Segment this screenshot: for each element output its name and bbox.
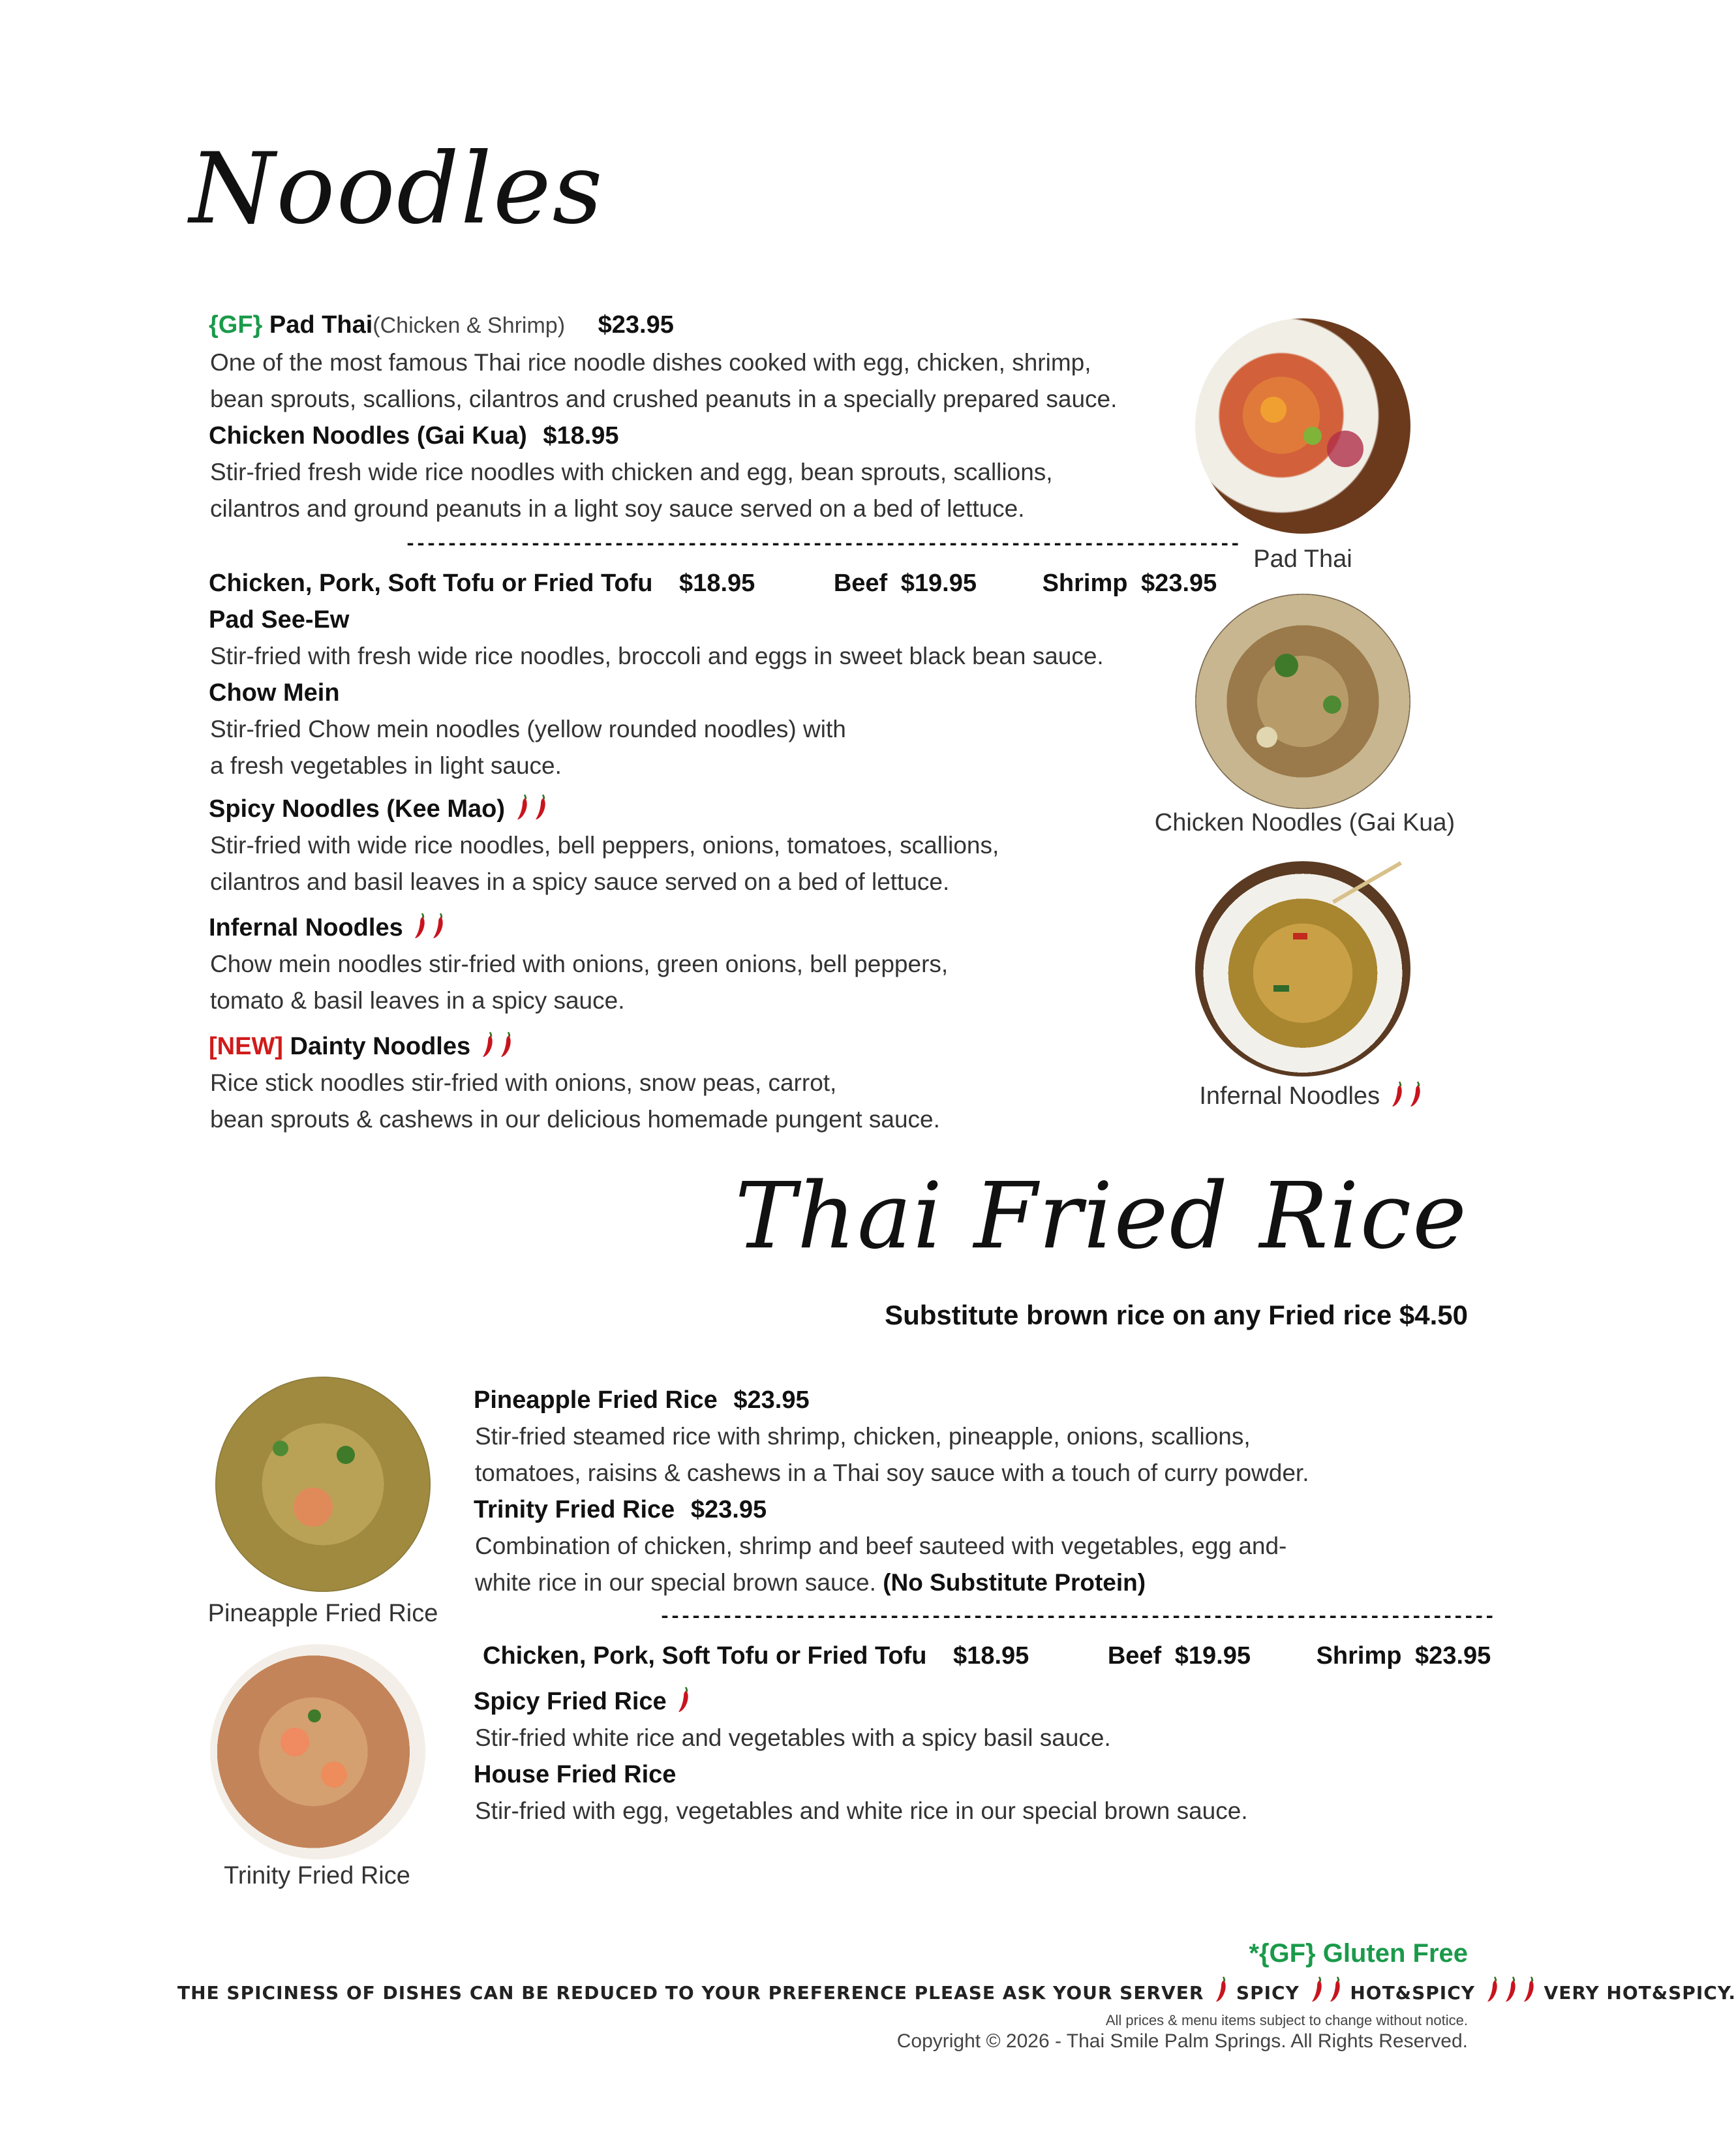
item-desc: tomatoes, raisins & cashews in a Thai soy sauce with a touch of curry powder. — [475, 1459, 1309, 1486]
item-desc: cilantros and basil leaves in a spicy sauce served on a bed of lettuce. — [210, 868, 950, 895]
infernal-title — [209, 909, 446, 946]
item-desc: bean sprouts, scallions, cilantros and crushed peanuts in a specially prepared sauce. — [210, 386, 1118, 412]
price-row — [483, 1638, 1491, 1674]
noodles-heading: Noodles — [189, 132, 604, 246]
pineapple-title — [474, 1382, 810, 1418]
item-desc: white rice in our special brown sauce. — [475, 1569, 876, 1596]
price-value: $18.95 — [953, 1642, 1029, 1670]
chow-mein-title: Chow Mein — [209, 679, 340, 707]
chili-pepper-icon — [500, 1031, 514, 1058]
copyright: Copyright © 2026 - Thai Smile Palm Springs. All Rights Reserved. — [896, 2030, 1468, 2052]
gai-kua-photo — [1195, 594, 1410, 809]
chili-pepper-icon — [432, 912, 446, 939]
spice-level-label: SPICY — [1236, 1982, 1300, 2004]
spice-level-label: VERY HOT&SPICY. — [1544, 1982, 1736, 2004]
fried-rice-heading: Thai Fried Rice — [735, 1163, 1468, 1270]
item-price: $18.95 — [543, 422, 619, 450]
pad-see-ew-title: Pad See-Ew — [209, 606, 350, 634]
trinity-fried-rice-photo — [210, 1644, 425, 1859]
item-price: $23.95 — [598, 311, 674, 339]
item-desc: tomato & basil leaves in a spicy sauce. — [210, 987, 625, 1014]
chili-pepper-icon — [1311, 1976, 1325, 2003]
item-desc: Stir-fried white rice and vegetables with a spicy basil sauce. — [475, 1724, 1111, 1751]
food-garnish-icon — [1195, 861, 1410, 1076]
chili-pepper-icon — [1486, 1976, 1500, 2003]
item-name: Dainty Noodles — [290, 1033, 471, 1060]
item-desc: Rice stick noodles stir-fried with onions, snow peas, carrot, — [210, 1069, 837, 1096]
item-name: Spicy Noodles (Kee Mao) — [209, 795, 505, 823]
price-value: $23.95 — [1141, 570, 1217, 597]
price-value: $19.95 — [900, 570, 977, 597]
item-name: Pad Thai — [269, 311, 373, 339]
item-desc: Stir-fried with wide rice noodles, bell peppers, onions, tomatoes, scallions, — [210, 832, 999, 859]
item-desc: Stir-fried fresh wide rice noodles with chicken and egg, bean sprouts, scallions, — [210, 459, 1053, 485]
disclaimer: All prices & menu items subject to change without notice. — [1105, 2012, 1468, 2028]
chili-pepper-icon — [516, 793, 530, 821]
item-desc: Chow mein noodles stir-fried with onions, green onions, bell peppers, — [210, 951, 949, 977]
kee-mao-title — [209, 791, 549, 827]
protein-note: (No Substitute Protein) — [883, 1569, 1146, 1596]
price-value: $23.95 — [1415, 1642, 1491, 1670]
gf-tag: {GF} — [209, 311, 263, 339]
chili-pepper-icon — [1409, 1080, 1424, 1108]
item-note: (Chicken & Shrimp) — [373, 313, 566, 338]
pad-thai-photo — [1195, 318, 1410, 534]
infernal-noodles-photo — [1195, 861, 1410, 1076]
trinity-title — [474, 1491, 767, 1528]
item-desc: a fresh vegetables in light sauce. — [210, 752, 562, 779]
food-garnish-icon — [215, 1377, 431, 1592]
item-desc: Stir-fried Chow mein noodles (yellow rounded noodles) with — [210, 716, 846, 742]
price-row — [209, 565, 1217, 602]
new-tag: [NEW] — [209, 1033, 283, 1060]
house-fried-rice-title: House Fried Rice — [474, 1761, 677, 1788]
photo-caption: Pad Thai — [1253, 545, 1352, 573]
chili-pepper-icon — [1523, 1976, 1537, 2003]
divider: -------------------------------------------------------------------------------- — [659, 1606, 1495, 1628]
pineapple-fried-rice-photo — [215, 1377, 431, 1592]
item-desc: Stir-fried with egg, vegetables and white rice in our special brown sauce. — [475, 1797, 1248, 1824]
chili-pepper-icon — [1504, 1976, 1519, 2003]
item-desc-line — [475, 1565, 1146, 1601]
price-label: Beef — [833, 570, 888, 597]
item-desc: bean sprouts & cashews in our delicious homemade pungent sauce. — [210, 1106, 940, 1133]
food-garnish-icon — [1195, 594, 1410, 809]
spice-legend — [177, 1976, 1736, 2009]
price-label: Beef — [1107, 1642, 1162, 1670]
chili-pepper-icon — [1215, 1976, 1229, 2003]
dainty-title — [209, 1028, 514, 1065]
gai-kua-title — [209, 418, 619, 454]
item-desc: cilantros and ground peanuts in a light soy sauce served on a bed of lettuce. — [210, 495, 1025, 522]
chili-pepper-icon — [534, 793, 549, 821]
price-label: Chicken, Pork, Soft Tofu or Fried Tofu — [209, 570, 653, 597]
price-label: Shrimp — [1042, 570, 1128, 597]
photo-caption: Pineapple Fried Rice — [207, 1600, 438, 1627]
chili-pepper-icon — [414, 912, 428, 939]
photo-caption: Trinity Fried Rice — [224, 1862, 410, 1889]
food-garnish-icon — [1195, 318, 1410, 534]
item-name: Pineapple Fried Rice — [474, 1386, 718, 1414]
item-desc: Stir-fried with fresh wide rice noodles, broccoli and eggs in sweet black bean sauce. — [210, 643, 1104, 669]
price-label: Chicken, Pork, Soft Tofu or Fried Tofu — [483, 1642, 927, 1670]
item-name: Chicken Noodles (Gai Kua) — [209, 422, 527, 450]
divider: -------------------------------------------------------------------------------- — [404, 534, 1240, 556]
item-desc: Combination of chicken, shrimp and beef sauteed with vegetables, egg and- — [475, 1533, 1287, 1559]
photo-caption: Chicken Noodles (Gai Kua) — [1154, 809, 1455, 836]
gluten-free-legend: *{GF} Gluten Free — [1249, 1939, 1468, 1968]
substitute-note: Substitute brown rice on any Fried rice $4.50 — [885, 1300, 1468, 1330]
price-label: Shrimp — [1316, 1642, 1402, 1670]
item-name: Infernal Noodles — [209, 914, 403, 941]
item-name: Spicy Fried Rice — [474, 1688, 667, 1715]
price-value: $19.95 — [1174, 1642, 1251, 1670]
chili-pepper-icon — [481, 1031, 496, 1058]
food-garnish-icon — [210, 1644, 425, 1859]
item-price: $23.95 — [690, 1496, 767, 1523]
chili-pepper-icon — [1329, 1976, 1343, 2003]
infernal-caption — [1168, 1080, 1455, 1110]
caption-text: Infernal Noodles — [1199, 1082, 1380, 1110]
price-value: $18.95 — [679, 570, 755, 597]
item-price: $23.95 — [733, 1386, 810, 1414]
chili-pepper-icon — [677, 1686, 692, 1713]
spice-level-label: HOT&SPICY — [1350, 1982, 1476, 2004]
item-desc: Stir-fried steamed rice with shrimp, chicken, pineapple, onions, scallions, — [475, 1423, 1251, 1450]
chili-pepper-icon — [1391, 1080, 1405, 1108]
spice-note: THE SPICINESS OF DISHES CAN BE REDUCED TO YOUR PREFERENCE PLEASE ASK YOUR SERVER — [177, 1982, 1204, 2004]
item-name: Trinity Fried Rice — [474, 1496, 675, 1523]
pad-thai-title — [209, 307, 674, 344]
spicy-fried-rice-title — [474, 1683, 692, 1720]
item-desc: One of the most famous Thai rice noodle dishes cooked with egg, chicken, shrimp, — [210, 349, 1091, 376]
